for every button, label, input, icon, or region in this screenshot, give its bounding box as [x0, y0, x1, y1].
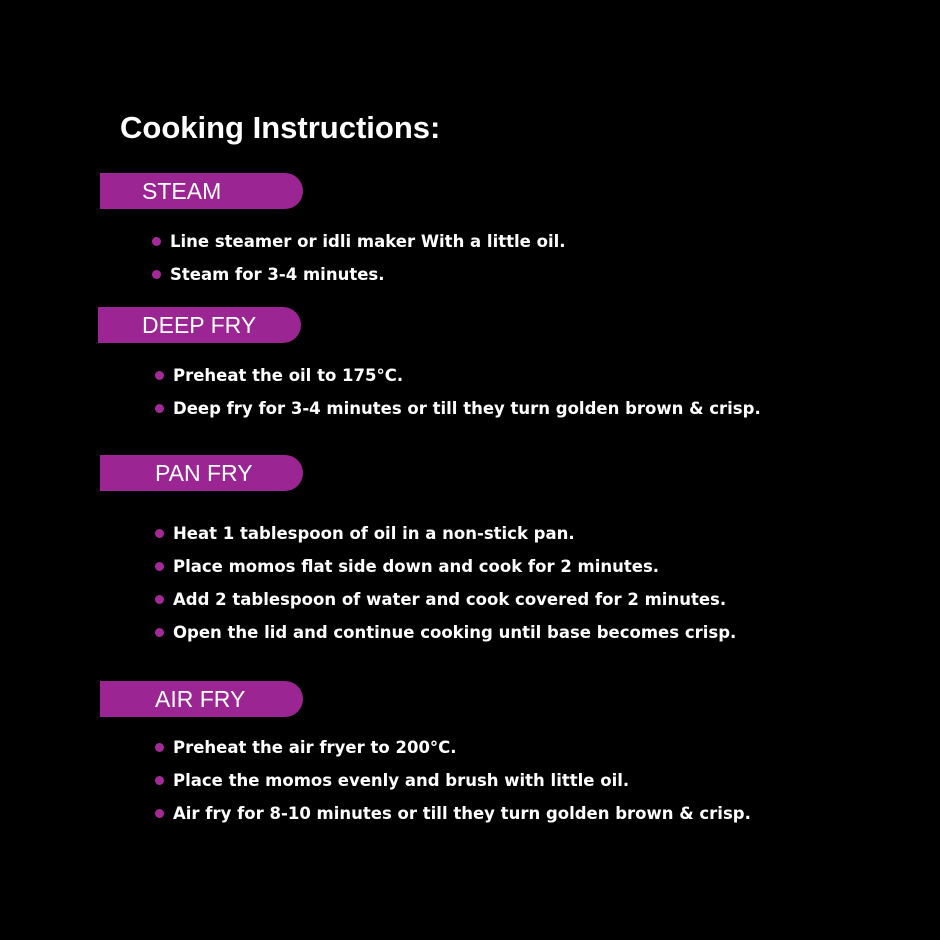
list-item: Open the lid and continue cooking until base becomes crisp. [155, 616, 736, 649]
bullet-icon [155, 595, 164, 604]
air-fry-instructions-list [155, 731, 751, 830]
list-item: Preheat the oil to 175°C. [155, 359, 761, 392]
bullet-icon [155, 776, 164, 785]
deep-fry-instructions-list [155, 359, 761, 425]
list-item: Line steamer or idli maker With a little oil. [152, 225, 566, 258]
list-item: Air fry for 8-10 minutes or till they turn golden brown & crisp. [155, 797, 751, 830]
list-item: Place momos flat side down and cook for 2 minutes. [155, 550, 736, 583]
list-item: Steam for 3-4 minutes. [152, 258, 566, 291]
bullet-icon [155, 809, 164, 818]
bullet-icon [155, 743, 164, 752]
section-label-air-fry: AIR FRY [100, 681, 303, 717]
list-item: Heat 1 tablespoon of oil in a non-stick pan. [155, 517, 736, 550]
bullet-icon [152, 237, 161, 246]
list-item: Deep fry for 3-4 minutes or till they turn golden brown & crisp. [155, 392, 761, 425]
page-title: Cooking Instructions: [120, 110, 441, 145]
bullet-icon [155, 529, 164, 538]
bullet-icon [155, 404, 164, 413]
list-item: Preheat the air fryer to 200°C. [155, 731, 751, 764]
pan-fry-instructions-list [155, 517, 736, 649]
bullet-icon [152, 270, 161, 279]
bullet-icon [155, 562, 164, 571]
bullet-icon [155, 371, 164, 380]
section-label-deep-fry: DEEP FRY [98, 307, 301, 343]
steam-instructions-list [152, 225, 566, 291]
section-label-pan-fry: PAN FRY [100, 455, 303, 491]
list-item: Place the momos evenly and brush with little oil. [155, 764, 751, 797]
section-label-steam: STEAM [100, 173, 303, 209]
bullet-icon [155, 628, 164, 637]
list-item: Add 2 tablespoon of water and cook covered for 2 minutes. [155, 583, 736, 616]
